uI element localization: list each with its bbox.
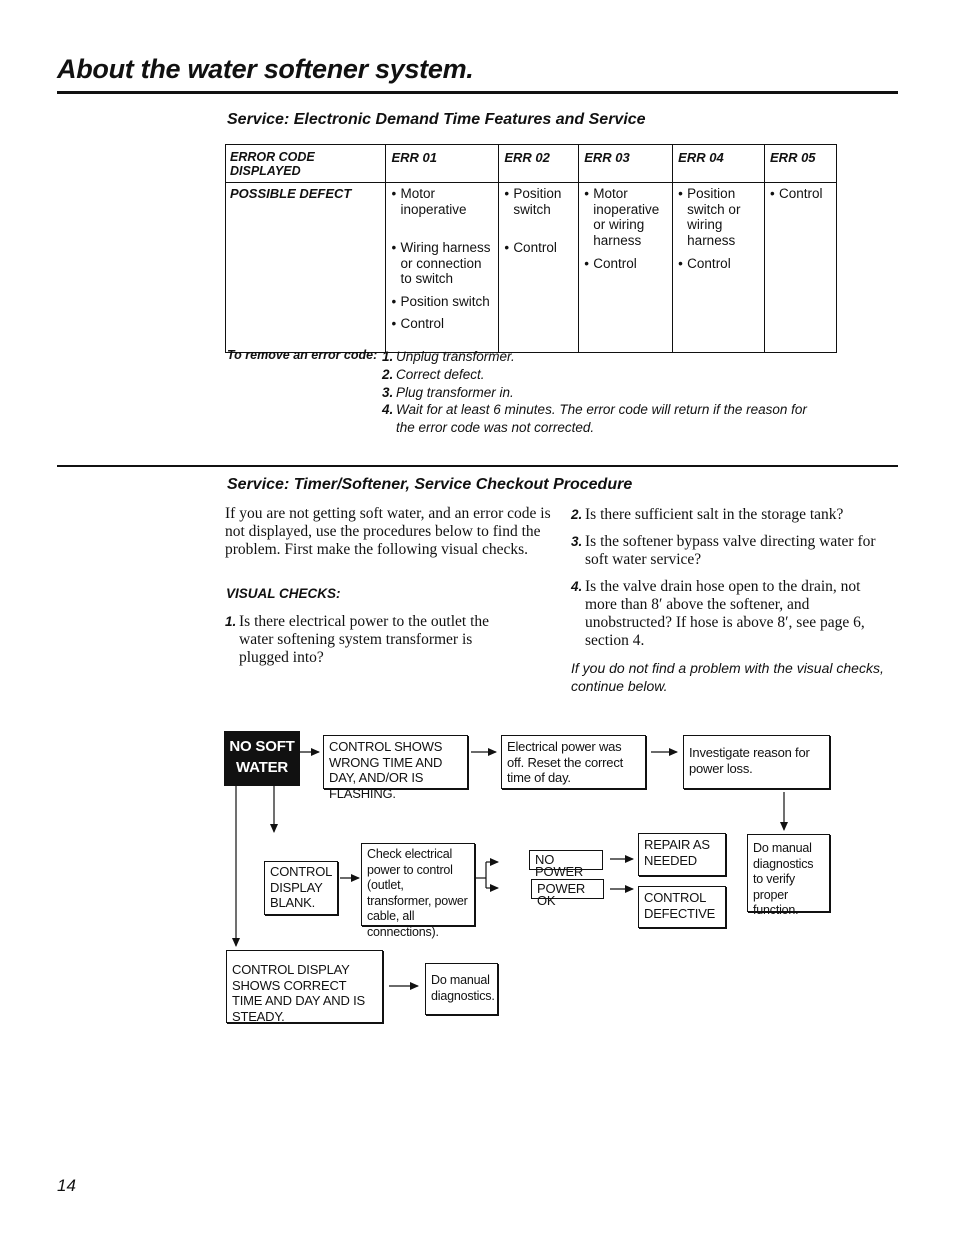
flow-manual-verify: Do manual diagnostics to verify proper function. <box>747 834 830 912</box>
checkout-intro: If you are not getting soft water, and an error code is not displayed, use the procedures below to find the problem. First make the following visual checks. <box>225 505 551 558</box>
list-item: • Position switch <box>504 186 562 217</box>
page-title: About the water softener system. <box>57 54 474 84</box>
page-number: 14 <box>57 1176 76 1195</box>
row-header-code: ERROR CODE DISPLAYED <box>226 145 386 183</box>
flow-power-was-off: Electrical power was off. Reset the correct time of day. <box>501 735 646 789</box>
row-header-defect: POSSIBLE DEFECT <box>226 183 386 353</box>
visual-checks-note: If you do not find a problem with the visual checks, continue below. <box>571 660 884 694</box>
flow-no-soft-water: NO SOFT WATER <box>224 731 300 786</box>
list-item: • Control <box>584 256 637 271</box>
flow-display-blank: CONTROL DISPLAY BLANK. <box>264 861 338 915</box>
visual-checks-label: VISUAL CHECKS: <box>226 586 341 601</box>
flow-repair: REPAIR AS NEEDED <box>638 833 726 876</box>
visual-check-3: 3. Is the softener bypass valve directing water for soft water service? <box>571 533 876 568</box>
flow-no-power: NO POWER <box>529 850 603 870</box>
code-err02: ERR 02 <box>499 145 579 183</box>
code-err01: ERR 01 <box>386 145 499 183</box>
remove-error-label: To remove an error code: <box>227 348 378 362</box>
section-heading-error-codes: Service: Electronic Demand Time Features and Service <box>227 111 646 128</box>
list-item: • Control <box>504 240 557 255</box>
list-item: 3. Plug transformer in. <box>382 384 514 400</box>
list-item: • Motor inoperative <box>391 186 467 217</box>
flow-check-power: Check electrical power to control (outlet, transformer, power cable, all connections). <box>361 843 475 926</box>
code-err03: ERR 03 <box>579 145 673 183</box>
list-item: 1. Unplug transformer. <box>382 349 515 364</box>
list-item: • Wiring harness or connection to switch <box>391 240 491 286</box>
flow-manual-diag: Do manual diagnostics. <box>425 963 498 1015</box>
code-err04: ERR 04 <box>673 145 765 183</box>
code-err05: ERR 05 <box>765 145 837 183</box>
visual-check-4: 4. Is the valve drain hose open to the drain, not more than 8′ above the softener, and unobstructed? If hose is above 8′, see page 6, section 4. <box>571 578 865 649</box>
flow-correct-time: CONTROL DISPLAY SHOWS CORRECT TIME AND DAY AND IS STEADY. <box>226 950 383 1023</box>
list-item: • Position switch <box>391 293 490 309</box>
list-item: 4. Wait for at least 6 minutes. The error code will return if the reason for the error code was not corrected. <box>382 402 807 436</box>
visual-check-2: 2. Is there sufficient salt in the storage tank? <box>571 506 844 523</box>
flow-power-ok: POWER OK <box>531 879 604 899</box>
list-item: • Control <box>391 316 445 331</box>
list-item: 2. Correct defect. <box>382 366 485 382</box>
section-heading-checkout: Service: Timer/Softener, Service Checkout Procedure <box>227 476 633 493</box>
list-item: • Position switch or wiring harness <box>678 186 741 248</box>
list-item: • Control <box>770 186 823 201</box>
visual-check-1: 1. Is there electrical power to the outlet the water softening system transformer is plugged into? <box>225 613 490 666</box>
list-item: • Control <box>678 256 731 271</box>
flow-wrong-time: CONTROL SHOWS WRONG TIME AND DAY, AND/OR IS FLASHING. <box>323 735 468 789</box>
flow-control-defective: CONTROL DEFECTIVE <box>638 886 726 928</box>
flow-investigate: Investigate reason for power loss. <box>683 735 830 789</box>
list-item: • Motor inoperative or wiring harness <box>584 186 660 248</box>
